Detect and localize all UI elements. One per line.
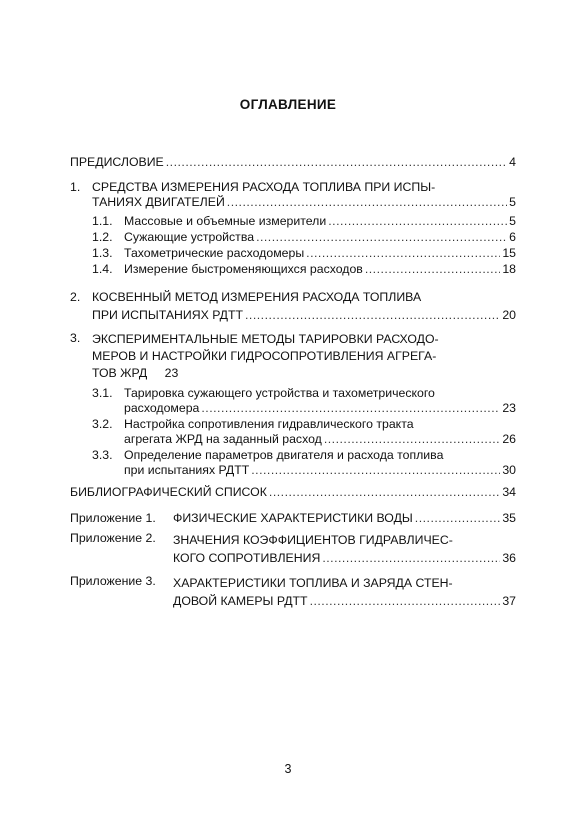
entry-title: Тахометрические расходомеры [124, 246, 305, 260]
entry-title: ФИЗИЧЕСКИЕ ХАРАКТЕРИСТИКИ ВОДЫ [173, 511, 413, 525]
entry-title-line-1: Определение параметров двигателя и расхода топлива [124, 448, 444, 462]
leader-dots [322, 549, 500, 567]
toc-entry-chapter-3[interactable] [70, 331, 516, 382]
entry-title-line-2: ТАНИЯХ ДВИГАТЕЛЕЙ [92, 195, 225, 209]
leader-dots [201, 401, 500, 416]
entry-title: Сужающие устройства [124, 230, 255, 244]
entry-page: 30 [502, 463, 516, 477]
entry-page: 5 [509, 214, 516, 228]
toc-entry-appendix-1[interactable] [70, 511, 516, 526]
entry-title: Массовые и объемные измерители [124, 214, 327, 228]
entry-title-line-1: ЗНАЧЕНИЯ КОЭФФИЦИЕНТОВ ГИДРАВЛИЧЕС- [173, 533, 453, 547]
entry-page: 5 [509, 195, 516, 209]
entry-title-line-2: МЕРОВ И НАСТРОЙКИ ГИДРОСОПРОТИВЛЕНИЯ АГРЕГА- [92, 349, 437, 363]
entry-page: 36 [502, 551, 516, 565]
page-number: 3 [284, 762, 292, 776]
section-number: 3.2. [92, 417, 113, 431]
leader-dots [245, 308, 500, 323]
entry-title-line-1: КОСВЕННЫЙ МЕТОД ИЗМЕРЕНИЯ РАСХОДА ТОПЛИВА [92, 290, 422, 304]
entry-title: БИБЛИОГРАФИЧЕСКИЙ СПИСОК [70, 485, 267, 499]
entry-title-line-2: агрегата ЖРД на заданный расход [124, 432, 322, 446]
entry-title-line-3-with-page [92, 365, 516, 382]
toc-entry-section-3-3[interactable] [92, 448, 516, 478]
entry-title-line-1: Настройка сопротивления гидравлического тракта [124, 417, 414, 431]
leader-dots [166, 155, 507, 170]
entry-page: 26 [502, 432, 516, 446]
leader-dots [310, 592, 501, 610]
appendix-label: Приложение 3. [70, 574, 156, 588]
section-number: 1.4. [92, 262, 113, 276]
entry-title-line-2: ПРИ ИСПЫТАНИЯХ РДТТ [92, 308, 243, 322]
toc-entry-preface[interactable] [70, 155, 516, 170]
entry-title-line-2: при испытаниях РДТТ [124, 463, 250, 477]
entry-title-line-2: ДОВОЙ КАМЕРЫ РДТТ [173, 594, 308, 608]
leader-dots [306, 246, 500, 261]
chapter-number: 1. [70, 180, 81, 194]
leader-dots [269, 485, 500, 500]
entry-title-line-1: ЭКСПЕРИМЕНТАЛЬНЫЕ МЕТОДЫ ТАРИРОВКИ РАСХОДО- [92, 332, 439, 346]
entry-page: 4 [509, 155, 516, 169]
toc-entry-section-3-2[interactable] [92, 417, 516, 447]
entry-page: 35 [502, 511, 516, 525]
leader-dots [251, 463, 500, 478]
toc-entry-section-3-1[interactable] [92, 386, 516, 416]
entry-page: 23 [164, 366, 179, 380]
section-number: 1.2. [92, 230, 113, 244]
toc-entry-bibliography[interactable] [70, 485, 516, 500]
toc-entry-section-1-4[interactable] [92, 262, 516, 277]
entry-title-line-1: СРЕДСТВА ИЗМЕРЕНИЯ РАСХОДА ТОПЛИВА ПРИ ИСПЫ- [92, 180, 436, 194]
toc-entry-section-1-1[interactable] [92, 214, 516, 229]
entry-page: 15 [502, 246, 516, 260]
entry-title-line-2: КОГО СОПРОТИВЛЕНИЯ [173, 551, 321, 565]
toc-entry-chapter-2[interactable] [70, 290, 516, 323]
leader-dots [324, 432, 500, 447]
entry-page: 34 [502, 485, 516, 499]
entry-page: 23 [502, 401, 516, 415]
toc-entry-appendix-2[interactable] [70, 531, 516, 567]
entry-title-line-1: Тарировка сужающего устройства и тахометрического [124, 386, 435, 400]
leader-dots [227, 195, 507, 210]
appendix-label: Приложение 1. [70, 511, 156, 525]
chapter-number: 2. [70, 290, 81, 304]
entry-page: 37 [502, 594, 516, 608]
leader-dots [415, 511, 501, 526]
entry-page: 6 [509, 230, 516, 244]
entry-page: 18 [502, 262, 516, 276]
leader-dots [328, 214, 507, 229]
section-number: 3.3. [92, 448, 113, 462]
entry-title-line-3: ТОВ ЖРД [92, 366, 148, 380]
leader-dots [365, 262, 500, 277]
appendix-label: Приложение 2. [70, 531, 156, 545]
section-number: 1.1. [92, 214, 113, 228]
entry-page: 20 [502, 308, 516, 322]
toc-entry-section-1-2[interactable] [92, 230, 516, 245]
section-number: 3.1. [92, 386, 113, 400]
entry-title-line-2: расходомера [124, 401, 200, 415]
toc-entry-chapter-1[interactable] [70, 180, 516, 210]
leader-dots [256, 230, 507, 245]
toc-entry-section-1-3[interactable] [92, 246, 516, 261]
toc-heading: ОГЛАВЛЕНИЕ [239, 97, 337, 112]
section-number: 1.3. [92, 246, 113, 260]
entry-title: ПРЕДИСЛОВИЕ [70, 155, 164, 169]
chapter-number: 3. [70, 331, 81, 345]
entry-title-line-1: ХАРАКТЕРИСТИКИ ТОПЛИВА И ЗАРЯДА СТЕН- [173, 576, 453, 590]
toc-entry-appendix-3[interactable] [70, 574, 516, 610]
entry-title: Измерение быстроменяющихся расходов [124, 262, 363, 276]
